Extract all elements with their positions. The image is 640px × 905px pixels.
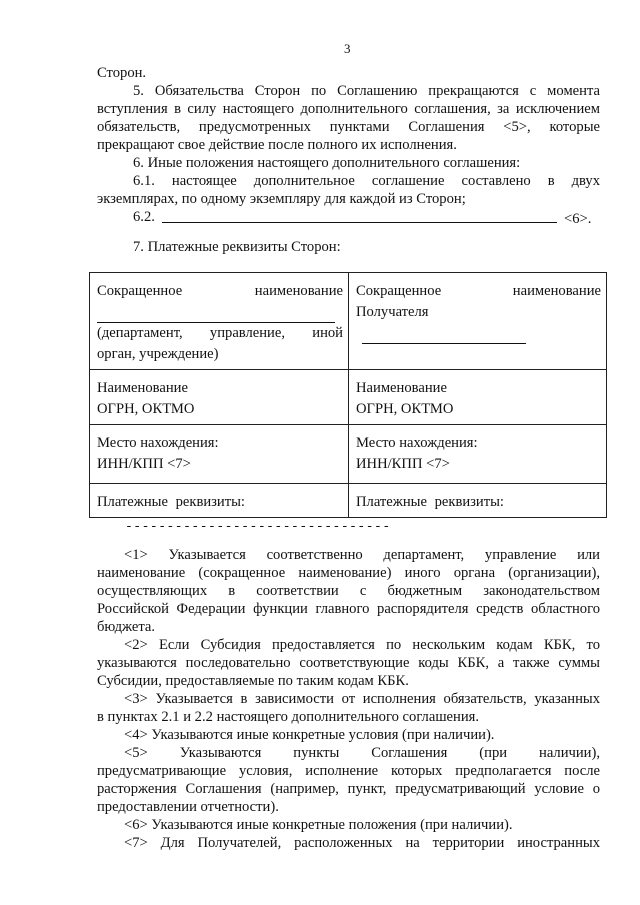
table-row bbox=[90, 273, 607, 370]
paragraph-5-line: вступления в силу настоящего дополнительного соглашения, за исключением bbox=[97, 101, 600, 117]
paragraph-6-2-ref: <6>. bbox=[564, 211, 592, 227]
table-row bbox=[90, 370, 607, 425]
footnote-1-line: наименование (сокращенное наименование) иного органа (организации), bbox=[97, 565, 600, 581]
left-inn-label: ИНН/КПП <7> bbox=[97, 456, 191, 472]
footnote-1-line: бюджета. bbox=[97, 619, 156, 635]
footnote-5-line: <5> Указываются пункты Соглашения (при наличии), bbox=[124, 745, 600, 761]
table-cell bbox=[90, 370, 349, 425]
table-cell bbox=[349, 370, 607, 425]
right-ogrn-label: ОГРН, ОКТМО bbox=[356, 401, 454, 417]
paragraph-5-line: 5. Обязательства Сторон по Соглашению прекращаются с момента bbox=[133, 83, 600, 99]
right-recipient-label: Получателя bbox=[356, 304, 429, 320]
footnote-3-line: в пунктах 2.1 и 2.2 настоящего дополнительного соглашения. bbox=[97, 709, 480, 725]
left-dept-line: (департамент, управление, иной bbox=[97, 325, 343, 341]
table-row bbox=[90, 425, 607, 484]
table-cell bbox=[90, 425, 349, 484]
table-cell bbox=[349, 273, 607, 370]
left-dept-line: орган, учреждение) bbox=[97, 346, 219, 362]
footnote-separator: -------------------------------- bbox=[125, 519, 391, 534]
table-cell bbox=[90, 273, 349, 370]
footnote-5-line: предусматривающие условия, исполнение которых предполагается после bbox=[97, 763, 600, 779]
left-name-label: Наименование bbox=[97, 380, 188, 396]
left-ogrn-label: ОГРН, ОКТМО bbox=[97, 401, 195, 417]
table-cell bbox=[349, 484, 607, 518]
left-location-label: Место нахождения: bbox=[97, 435, 219, 451]
requisites-table bbox=[89, 272, 607, 518]
right-inn-label: ИНН/КПП <7> bbox=[356, 456, 450, 472]
paragraph-6: 6. Иные положения настоящего дополнительного соглашения: bbox=[133, 155, 521, 171]
footnote-3-line: <3> Указывается в зависимости от исполнения обязательств, указанных bbox=[124, 691, 600, 707]
footnote-1-line: Российской Федерации функции главного распорядителя средств областного bbox=[97, 601, 600, 617]
fill-in-line bbox=[162, 222, 557, 223]
table-row bbox=[90, 484, 607, 518]
fill-in-line bbox=[97, 308, 335, 323]
paragraph-6-1-line: 6.1. настоящее дополнительное соглашение составлено в двух bbox=[133, 173, 600, 189]
fill-in-line bbox=[362, 329, 526, 344]
footnote-2-line: Субсидии, предоставляемые по таким кодам КБК. bbox=[97, 673, 409, 689]
text-line: Сторон. bbox=[97, 65, 147, 81]
right-name-label: Наименование bbox=[356, 380, 447, 396]
footnote-1-line: <1> Указывается соответственно департамент, управление или bbox=[124, 547, 600, 563]
table-cell bbox=[349, 425, 607, 484]
paragraph-7-heading: 7. Платежные реквизиты Сторон: bbox=[133, 239, 341, 255]
paragraph-6-2-label: 6.2. bbox=[133, 209, 155, 225]
paragraph-6-1-line: экземплярах, по одному экземпляру для каждой из Сторон; bbox=[97, 191, 466, 207]
page-number: 3 bbox=[344, 41, 351, 56]
right-location-label: Место нахождения: bbox=[356, 435, 478, 451]
paragraph-5-line: обязательств, предусмотренных пунктами Соглашения <5>, которые bbox=[97, 119, 600, 135]
footnote-2-line: <2> Если Субсидия предоставляется по нескольким кодам КБК, то bbox=[124, 637, 600, 653]
left-short-name: Сокращенное наименование bbox=[97, 283, 343, 299]
footnote-5-line: расторжения Соглашения (например, пункт, предусматривающий условие о bbox=[97, 781, 600, 797]
footnote-4: <4> Указываются иные конкретные условия (при наличии). bbox=[124, 727, 495, 743]
table-cell bbox=[90, 484, 349, 518]
right-payment-label: Платежные реквизиты: bbox=[356, 494, 504, 510]
paragraph-5-line: прекращают свое действие после полного их исполнения. bbox=[97, 137, 457, 153]
footnote-7-line: <7> Для Получателей, расположенных на территории иностранных bbox=[124, 835, 600, 851]
footnote-6: <6> Указываются иные конкретные положения (при наличии). bbox=[124, 817, 513, 833]
footnote-1-line: осуществляющих в соответствии с бюджетным законодательством bbox=[97, 583, 600, 599]
right-short-name: Сокращенное наименование bbox=[356, 283, 601, 299]
footnote-5-line: предоставлении отчетности). bbox=[97, 799, 279, 815]
footnote-2-line: указываются последовательно соответствующие коды КБК, а также суммы bbox=[97, 655, 600, 671]
left-payment-label: Платежные реквизиты: bbox=[97, 494, 245, 510]
